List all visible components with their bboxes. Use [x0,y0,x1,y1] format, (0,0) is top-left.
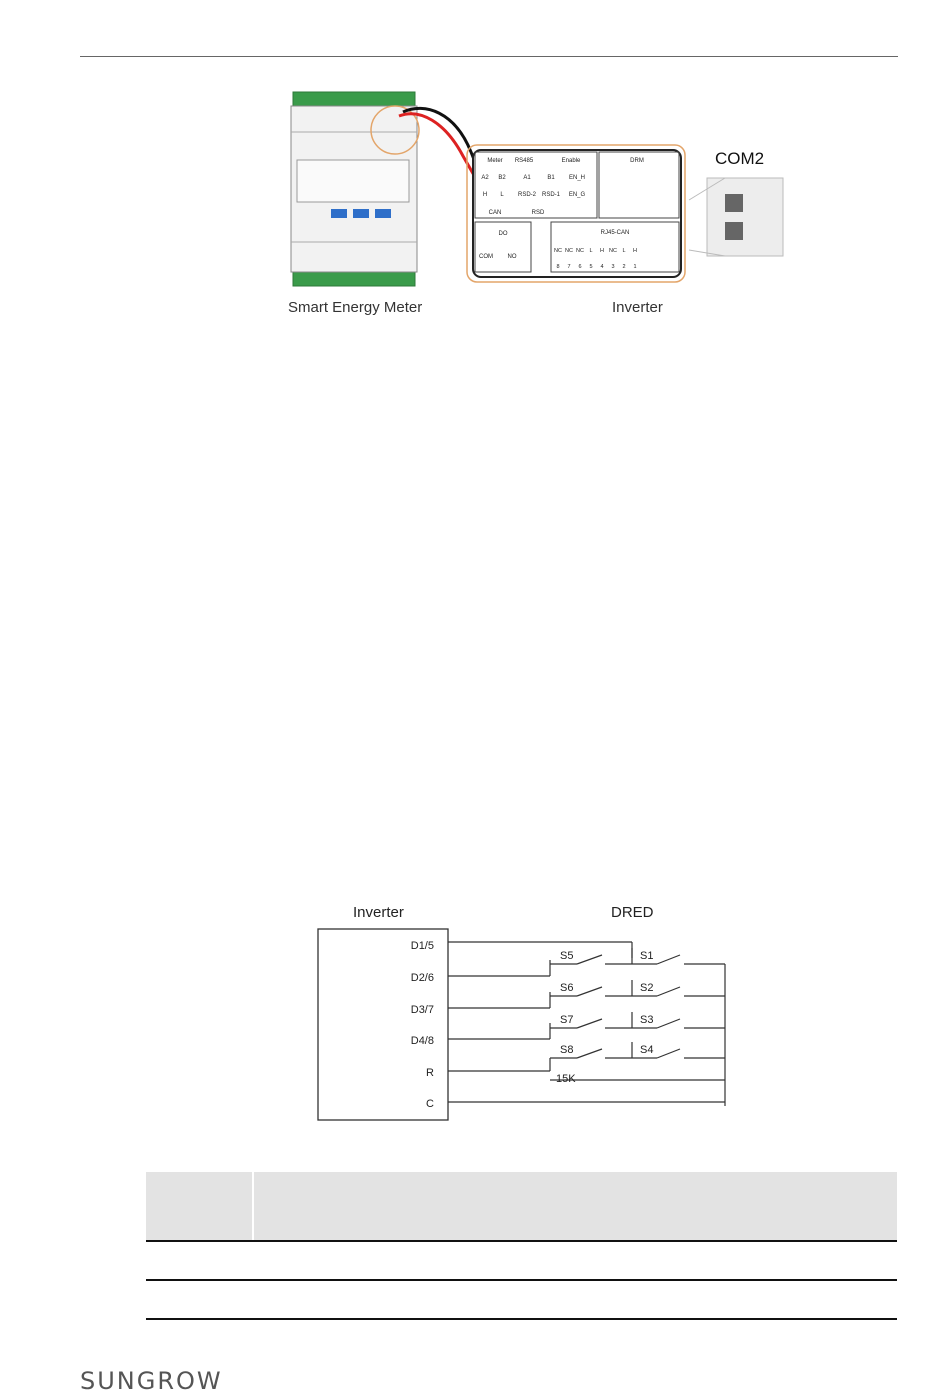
rj45-pin-label: NC [609,248,617,254]
inverter-box [318,929,448,1120]
rj45-pin-number: 3 [611,264,615,270]
rj45-pin-label: L [622,248,626,254]
dred-wiring-figure [312,898,732,1124]
terminal-label: NO [507,254,517,260]
dred-label: DRED [611,904,654,921]
pin-label: D1/5 [410,940,434,952]
terminal-label: RSD [531,210,545,216]
rj45-pin-label: L [589,248,593,254]
switch-label: S7 [560,1014,574,1026]
terminal-label: EN_G [568,192,586,198]
terminal-label: B2 [498,175,506,181]
rj45-pin-number: 5 [589,264,593,270]
terminal-label: Enable [561,158,581,164]
resistor-label: 15K [556,1073,576,1085]
switch-label: S1 [640,950,654,962]
switch-label: S8 [560,1044,574,1056]
inverter-caption: Inverter [612,299,663,316]
switch-blade [657,1019,680,1028]
rj45-pin-number: 8 [556,264,560,270]
rj45-pin-label: NC [554,248,562,254]
switch-blade [577,987,602,996]
rj45-pin-number: 2 [622,264,626,270]
terminal-label: DO [498,231,508,237]
switch-blade [657,987,680,996]
rj45-pin-number: 7 [567,264,571,270]
pin-label: D4/8 [410,1035,434,1047]
meter-wiring-figure [285,82,795,317]
rj45-pin-label: NC [565,248,573,254]
meter-caption: Smart Energy Meter [288,299,423,316]
terminal-label: RS485 [514,158,534,164]
terminal-label: COM [479,254,493,260]
terminal-label: RJ45-CAN [600,230,630,236]
switch-label: S3 [640,1014,654,1026]
switch-label: S5 [560,950,574,962]
table-rule [146,1279,897,1281]
pin-label: D3/7 [410,1004,434,1016]
switch-blade [577,1019,602,1028]
header-rule [80,56,898,57]
rj45-pin-label: H [600,248,604,254]
terminal-label: DRM [630,158,644,164]
terminal-label: L [500,192,504,198]
dred-inverter-label: Inverter [353,904,404,921]
switch-label: S4 [640,1044,654,1056]
table-rule [146,1240,897,1242]
switch-label: S2 [640,982,654,994]
switch-blade [577,1049,602,1058]
terminal-label: A2 [481,175,489,181]
terminal-label: EN_H [568,175,586,181]
smart-energy-meter [291,92,417,286]
terminal-label: RSD-2 [517,192,537,198]
switch-blade [577,955,602,964]
rj45-pin-number: 1 [633,264,637,270]
com2-label: COM2 [715,149,765,168]
terminal-label: CAN [488,210,502,216]
rj45-pin-label: NC [576,248,584,254]
terminal-label: B1 [547,175,555,181]
com2-port-photo [689,178,783,256]
pin-label: R [426,1067,434,1079]
terminal-label: A1 [523,175,531,181]
pin-label: D2/6 [410,972,434,984]
switch-blade [657,1049,680,1058]
sungrow-logo: SUNGROW [80,1367,223,1395]
rj45-pin-number: 6 [578,264,582,270]
switch-blade [657,955,680,964]
terminal-label: Meter [487,158,503,164]
terminal-label: H [482,192,488,198]
switch-label: S6 [560,982,574,994]
table-header [146,1172,897,1241]
rj45-pin-number: 4 [600,264,604,270]
dred-circuit [448,942,725,1106]
terminal-label: RSD-1 [541,192,561,198]
table-rule [146,1318,897,1320]
pin-label: C [426,1098,434,1110]
rj45-pin-label: H [633,248,637,254]
